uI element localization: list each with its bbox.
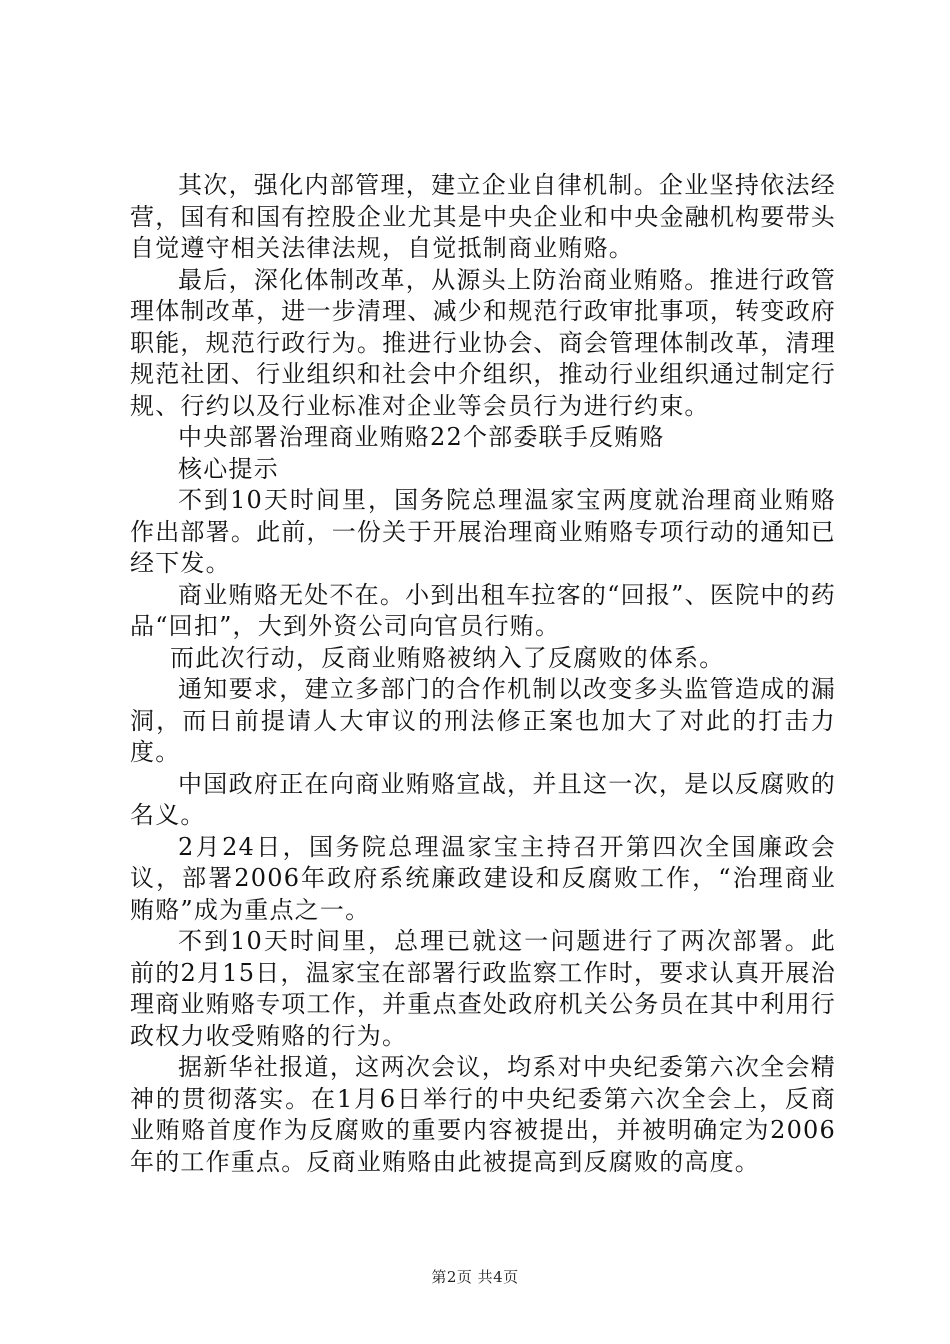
paragraph-feb-15-meeting: 不到10天时间里，总理已就这一问题进行了两次部署。此前的2月15日，温家宝在部署行政监察工作时，要求认真开展治理商业贿赂专项工作，并重点查处政府机关公务员在其中利用行政权力收受贿赂的行为。: [130, 927, 836, 1050]
paragraph-feb-24-meeting: 2月24日，国务院总理温家宝主持召开第四次全国廉政会议，部署2006年政府系统廉政建设和反腐败工作，“治理商业贿赂”成为重点之一。: [130, 832, 836, 924]
paragraph-bribery-everywhere: 商业贿赂无处不在。小到出租车拉客的“回报”、医院中的药品“回扣”，大到外资公司向官员行贿。: [130, 580, 836, 640]
paragraph-xinhua-report: 据新华社报道，这两次会议，均系对中央纪委第六次全会精神的贯彻落实。在1月6日举行的中央纪委第六次全会上，反商业贿赂首度作为反腐败的重要内容被提出，并被明确定为2006年的工作重点。反商业贿赂由此被提高到反腐败的高度。: [130, 1053, 836, 1176]
document-body: [130, 170, 836, 1178]
section-heading-core-tips: 核心提示: [178, 454, 279, 483]
paragraph-notice-requirements: 通知要求，建立多部门的合作机制以改变多头监管造成的漏洞，而日前提请人大审议的刑法修正案也加大了对此的打击力度。: [130, 675, 836, 766]
paragraph-internal-management: 其次，强化内部管理，建立企业自律机制。企业坚持依法经营，国有和国有控股企业尤其是中央企业和中央金融机构要带头自觉遵守相关法律法规，自觉抵制商业贿赂。: [130, 171, 836, 262]
paragraph-two-deployments: 不到10天时间里，国务院总理温家宝两度就治理商业贿赂作出部署。此前，一份关于开展治理商业贿赂专项行动的通知已经下发。: [130, 486, 836, 577]
paragraph-anti-corruption-system: 而此次行动，反商业贿赂被纳入了反腐败的体系。: [170, 643, 725, 672]
article-title: 中央部署治理商业贿赂22个部委联手反贿赂: [178, 423, 665, 451]
paragraph-system-reform: 最后，深化体制改革，从源头上防治商业贿赂。推进行政管理体制改革，进一步清理、减少和规范行政审批事项，转变政府职能，规范行政行为。推进行业协会、商会管理体制改革，清理规范社团、行业组织和社会中介组织，推动行业组织通过制定行规、行约以及行业标准对企业等会员行为进行约束。: [130, 265, 836, 420]
page-number-footer: 第2页 共4页: [431, 1268, 519, 1286]
paragraph-war-declared: 中国政府正在向商业贿赂宣战，并且这一次，是以反腐败的名义。: [130, 769, 836, 829]
